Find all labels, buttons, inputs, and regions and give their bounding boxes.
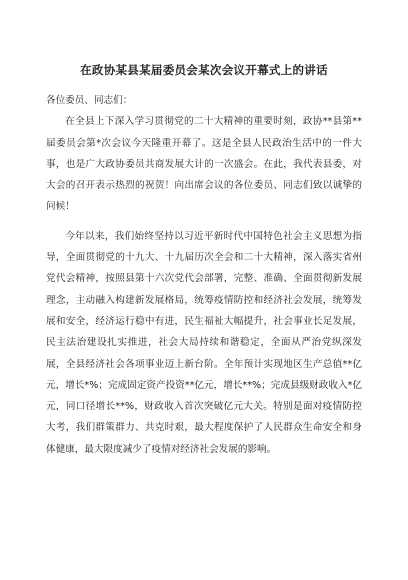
speech-title: 在政协某县某届委员会某次会议开幕式上的讲话	[80, 63, 328, 77]
paragraph-review: 今年以来，我们始终坚持以习近平新时代中国特色社会主义思想为指导，全面贯彻党的十九大、十九届历次全会和二十大精神，深入落实省州党代会精神，按照县第十六次党代会部署，完整、准确、全面贯彻新发展理念，主动融入构建新发展格局，统筹疫情防控和经济社会发展，统筹发展和安全，经济运行稳中有进，民生福祉大幅提升，社会事业长足发展，民主法治建设扎实推进，社会大局持续和谐稳定，全面从严治党纵深发展，全县经济社会各项事业迈上新台阶。全年预计实现地区生产总值**亿元，增长*%；完成固定资产投资**亿元，增长**%；完成县级财政收入*亿元，同口径增长**%，财政收入首次突破亿元大关。特别是面对疫情防控大考，我们群策群力、共克时艰，最大程度保护了人民群众生命安全和身体健康，最大限度减少了疫情对经济社会发展的影响。	[46, 230, 362, 455]
salutation: 各位委员、同志们：	[46, 95, 133, 106]
paragraph-opening: 在全县上下深入学习贯彻党的二十大精神的重要时刻，政协**县第**届委员会第*次会议今天隆重开幕了。这是全县人民政治生活中的一件大事，也是广大政协委员共商发展大计的一次盛会。在此，我代表县委，对大会的召开表示热烈的祝贺！向出席会议的各位委员、同志们致以诚挚的问候！	[46, 116, 362, 213]
